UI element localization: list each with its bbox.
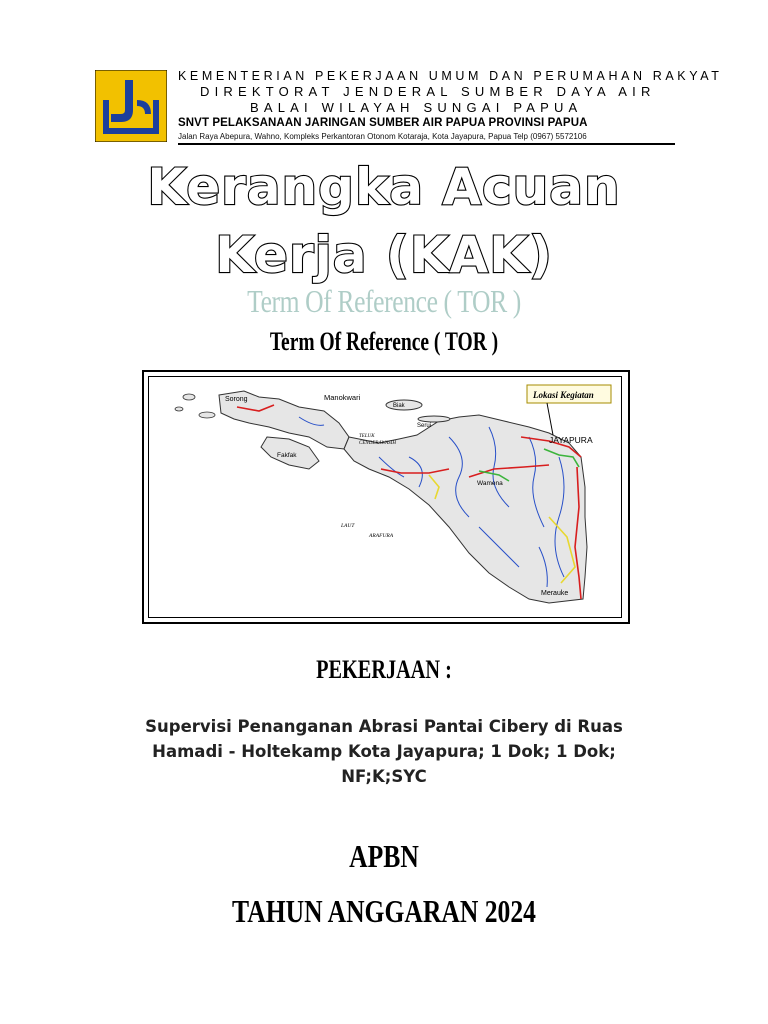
map-label-fakfak: Fakfak xyxy=(277,452,297,459)
job-description-line-1: Supervisi Penanganan Abrasi Pantai Cibery di Ruas xyxy=(145,717,623,736)
map-label-serui: Serui xyxy=(417,423,432,429)
job-description-line-3: NF;K;SYC xyxy=(341,767,427,786)
job-description-line-2: Hamadi - Holtekamp Kota Jayapura; 1 Dok; 1 Dok; xyxy=(152,742,616,761)
document-subtitle: Term Of Reference ( TOR ) xyxy=(269,327,499,356)
document-title-line-2: Kerja (KAK) xyxy=(215,226,553,284)
map-label-arafura: ARAFURA xyxy=(369,533,394,539)
job-description xyxy=(110,714,658,789)
ministry-logo xyxy=(95,70,167,142)
document-title-line-1: Kerangka Acuan xyxy=(147,158,621,216)
letterhead xyxy=(95,68,723,146)
map-label-merauke: Merauke xyxy=(541,590,569,597)
map-label-jayapura: JAYAPURA xyxy=(549,435,593,445)
map-label-biak: Biak xyxy=(393,403,405,409)
callout-label: Lokasi Kegiatan xyxy=(533,390,594,400)
job-label: PEKERJAAN : xyxy=(316,655,452,684)
map-label-cenderawasih: CENDERAWASIH xyxy=(359,441,396,446)
fiscal-year: TAHUN ANGGARAN 2024 xyxy=(232,893,536,929)
office-address: Jalan Raya Abepura, Wahno, Kompleks Perkantoran Otonom Kotaraja, Kota Jayapura, Papua Telp (0967) 5572106 xyxy=(178,132,587,141)
map-canvas xyxy=(148,376,622,618)
letterhead-rule xyxy=(178,143,675,145)
office-name: BALAI WILAYAH SUNGAI PAPUA xyxy=(250,100,583,115)
ministry-name: KEMENTERIAN PEKERJAAN UMUM DAN PERUMAHAN RAKYAT xyxy=(178,69,723,83)
map-label-sorong: Sorong xyxy=(225,396,248,403)
funding-source: APBN xyxy=(349,838,419,874)
map-label-teluk: TELUK xyxy=(359,434,375,439)
directorate-name: DIREKTORAT JENDERAL SUMBER DAYA AIR xyxy=(200,84,656,99)
map-label-wamena: Wamena xyxy=(477,480,503,487)
unit-name: SNVT PELAKSANAAN JARINGAN SUMBER AIR PAPUA PROVINSI PAPUA xyxy=(178,117,588,129)
location-map xyxy=(142,370,630,624)
subtitle-shadow: Term Of Reference ( TOR ) xyxy=(247,283,521,319)
papua-map xyxy=(149,377,621,617)
map-label-laut: LAUT xyxy=(341,523,355,529)
map-label-manokwari: Manokwari xyxy=(324,393,361,402)
